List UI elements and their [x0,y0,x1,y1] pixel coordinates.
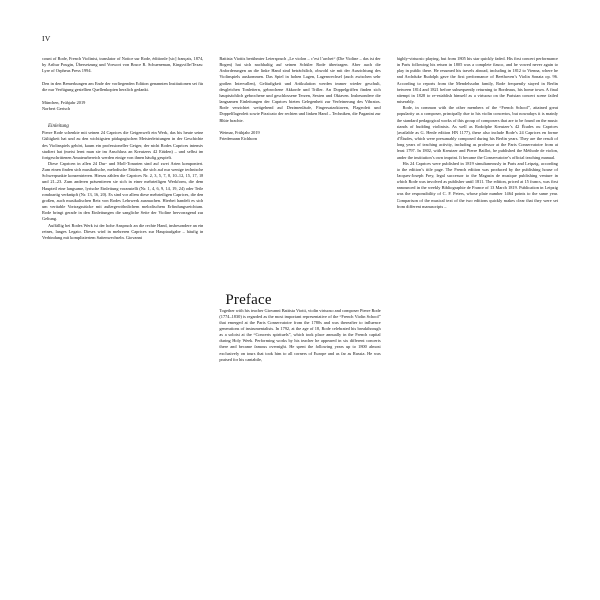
paragraph-en-4: His 24 Caprices were published in 1819 simultaneously in Paris and Leipzig, according to the edition’s title page. The French edition was produced by the publishing house of Jacques-Joseph Frey, legal successor to the Magasin de musique publishing venture in which Rode was involved as publisher until 1811. The edition, priced at 15 francs, was first announced in the weekly Bibliographie de France of 13 March 1819. Publication in Leipzig was the responsibility of C. F. Peters, whose plate number 1464 points to the same year. Comparison of the musical text of the two editions quickly makes clear that they were set from different manuscripts – [396,160,558,209]
paragraph-weimar-date: Weimar, Frühjahr 2019 [219,130,260,136]
paragraph-en-3: Rode, in common with the other members of the “French School”, attained great popularity as a composer, principally due to his violin concertos, but nowadays it is mainly the standard pedagogical works of this group of composers that are to be found on the music stands of budding violinists. As well as Rodolphe Kreutzer’s 42 Études ou Caprices (available as G. Henle edition HN 1177), these also include Rode’s 24 Caprices en forme d’Études, which were presumably composed during his Berlin years. They are the result of long years of teaching activity, including as professor at the Paris Conservatoire from at least 1797. In 1802, with Kreutzer and Pierre Baillot, he published the Méthode de violon, under the institution’s own imprint. It became the Conservatoire’s official teaching manual. [396,105,558,160]
paragraph-en-1: Together with his teacher Giovanni Battista Viotti, violin virtuoso and composer Pierre Rode (1774–1830) is regarded as the most important representative of the “French Violin School” that emerged at the Paris Conservatoire from the 1780s and was thereafter to influence generations of instrumentalists. In 1792, at the age of 18, Rode celebrated his breakthrough as a soloist at the “Concerts spirituels”, which took place annually in the French capital during Holy Week. Performing works by his teacher he appeared in six different concerts there and became famous overnight. He spent the following years up to 1800 almost exclusively on tours that took him to all corners of Europe and as far as Russia. He was praised for his cantabile, [219,307,381,362]
paragraph-de-4: Battista Viottis berühmter Leierspruch „Le violon – c’est l’archet“ (Die Violine – das ist der Bogen) hat sich nachhaltig auf seinen Schüler Rode übertragen. Aber auch die Anforderungen an die linke Hand sind beträchtlich, obwohl sie mit der Ausrichtung des Violinspiels auskommen. Das Spiel in hohen Lagen, Lagenwechsel (auch zwischen sehr großen Intervallen), Geläufigkeit und Artikulation werden immer wieder geschult, desgleichen Tonleitern, gebrochene Akkorde und Triller. An Doppelgriffen finden sich hauptsächlich gebrochene und geschlossene Terzen, Sexten und Oktaven. Insbesondere die langsamen Einleitungen der Caprices bieten Gelegenheit zur Verfeinerung des Vibratos. Rode verzichtet weitgehend auf Dezimenläufe, Fingersatzoktaven, Flageolett und Doppelflageolett sowie Pizzicato der rechten und linken Hand – Techniken, die Paganini zur Blüte brachte. [219,56,381,123]
column-middle [219,56,380,572]
column-right [397,56,558,572]
title-spacer [219,143,380,293]
paragraph-en-2: highly-virtuosic playing, but from 1805 his star quickly faded. His first concert performance in Paris following his return in 1805 was a complete fiasco, and he vowed never again to play in public there. He resumed his travels abroad, including in 1812 to Vienna, where he and Archduke Rudolph gave the first performance of Beethoven’s Violin Sonata op. 96. According to reports from the Mendelssohn family, Rode frequently stayed in Berlin between 1814 and 1821 before subsequently returning to Bordeaux, his home town. A final attempt in 1828 to re-establish himself as a virtuoso on the Parisian concert scene failed miserably. [396,56,558,105]
paragraph-place-date: München, Frühjahr 2019 [42,99,86,105]
paragraph-credits: count of Rode, French Violinist, translator of Notice sur Rode, éditionle [sic] français, 1874, by Arthur Pougin, Übersetzung und Vorwort von Bruce R. Schueneman, Kingsville/Texas: Lyre of Orpheus Press 1994. [42,56,204,74]
paragraph-weimar-name: Friedemann Eichhorn [219,136,258,142]
heading-einleitung: Einleitung [48,124,69,130]
page-folio: IV [42,34,51,43]
paragraph-de-2: Diese Capricen in allen 24 Dur- und Moll-Tonarten sind auf zwei Arten komponiert. Zum einen finden sich musikalische, melodische Etüden, die sich auf nur wenige technische Schwerpunkte konzentrieren. Hierzu zählen die Caprices Nr. 2, 3, 5, 7, 8, 10–12, 15, 17, 18 und 21–23. Zum anderen präsentieren sie sich in einer mehrteiligen Werkform, die dem Haupteil eine langsame, lyrische Einleitung voranstellt (Nr. 1, 4, 6, 9, 14, 19, 24) oder Teile rondoartig verknüpft (Nr. 13, 16, 20). Es sind vor allem diese mehrteiligen Caprices, die den großen, auch musikalischen Reiz von Rodes Lehrwerk ausmachen. Hierbei handelt es sich um veritable Vortragsstücke mit außergewöhnlichem melodischem Erfindungsreichtum. Rode bringt gerade in den Einleitungen die sangliche Seite der Violine hervorragend zur Geltung. [42,160,204,222]
paragraph-de-1: Pierre Rode schenkte mit seinen 24 Caprices die Geigenwelt ein Werk, das bis heute seine Gültigkeit hat und zu den wichtigsten pädagogischen Meisterleistungen in der Geschichte des Violinspiels gehört, kaum ein professioneller Geiger, der nicht Rodes Caprices intensiv studiert hat (meist lernt man sie im Anschluss an Kreutzers 42 Etüden) – und selbst im fortgeschrittenen Amateurbereich werden einige von ihnen häufig gespielt. [42,130,204,160]
text-columns [42,56,558,572]
paragraph-acknowledgement: Den in den Bemerkungen am Ende der vorliegenden Edition genannten Institutionen sei für die nur Verfügung gestellten Quellenkopien herzlich gedankt. [42,80,204,93]
column-left [42,56,203,572]
paragraph-de-3: Auffällig bei Rodes Werk ist der hohe Anspruch an die rechte Hand, insbesondere an ein reines, langes Legato. Dieses wird in mehreren Caprices zur Hauptaufgabe – häufig in Verbindung mit kompliziertem Saitenwechseln. Giovanni [42,222,204,240]
preface-title: Preface [225,291,272,308]
paragraph-editor-name: Norbert Gertsch [42,105,71,111]
